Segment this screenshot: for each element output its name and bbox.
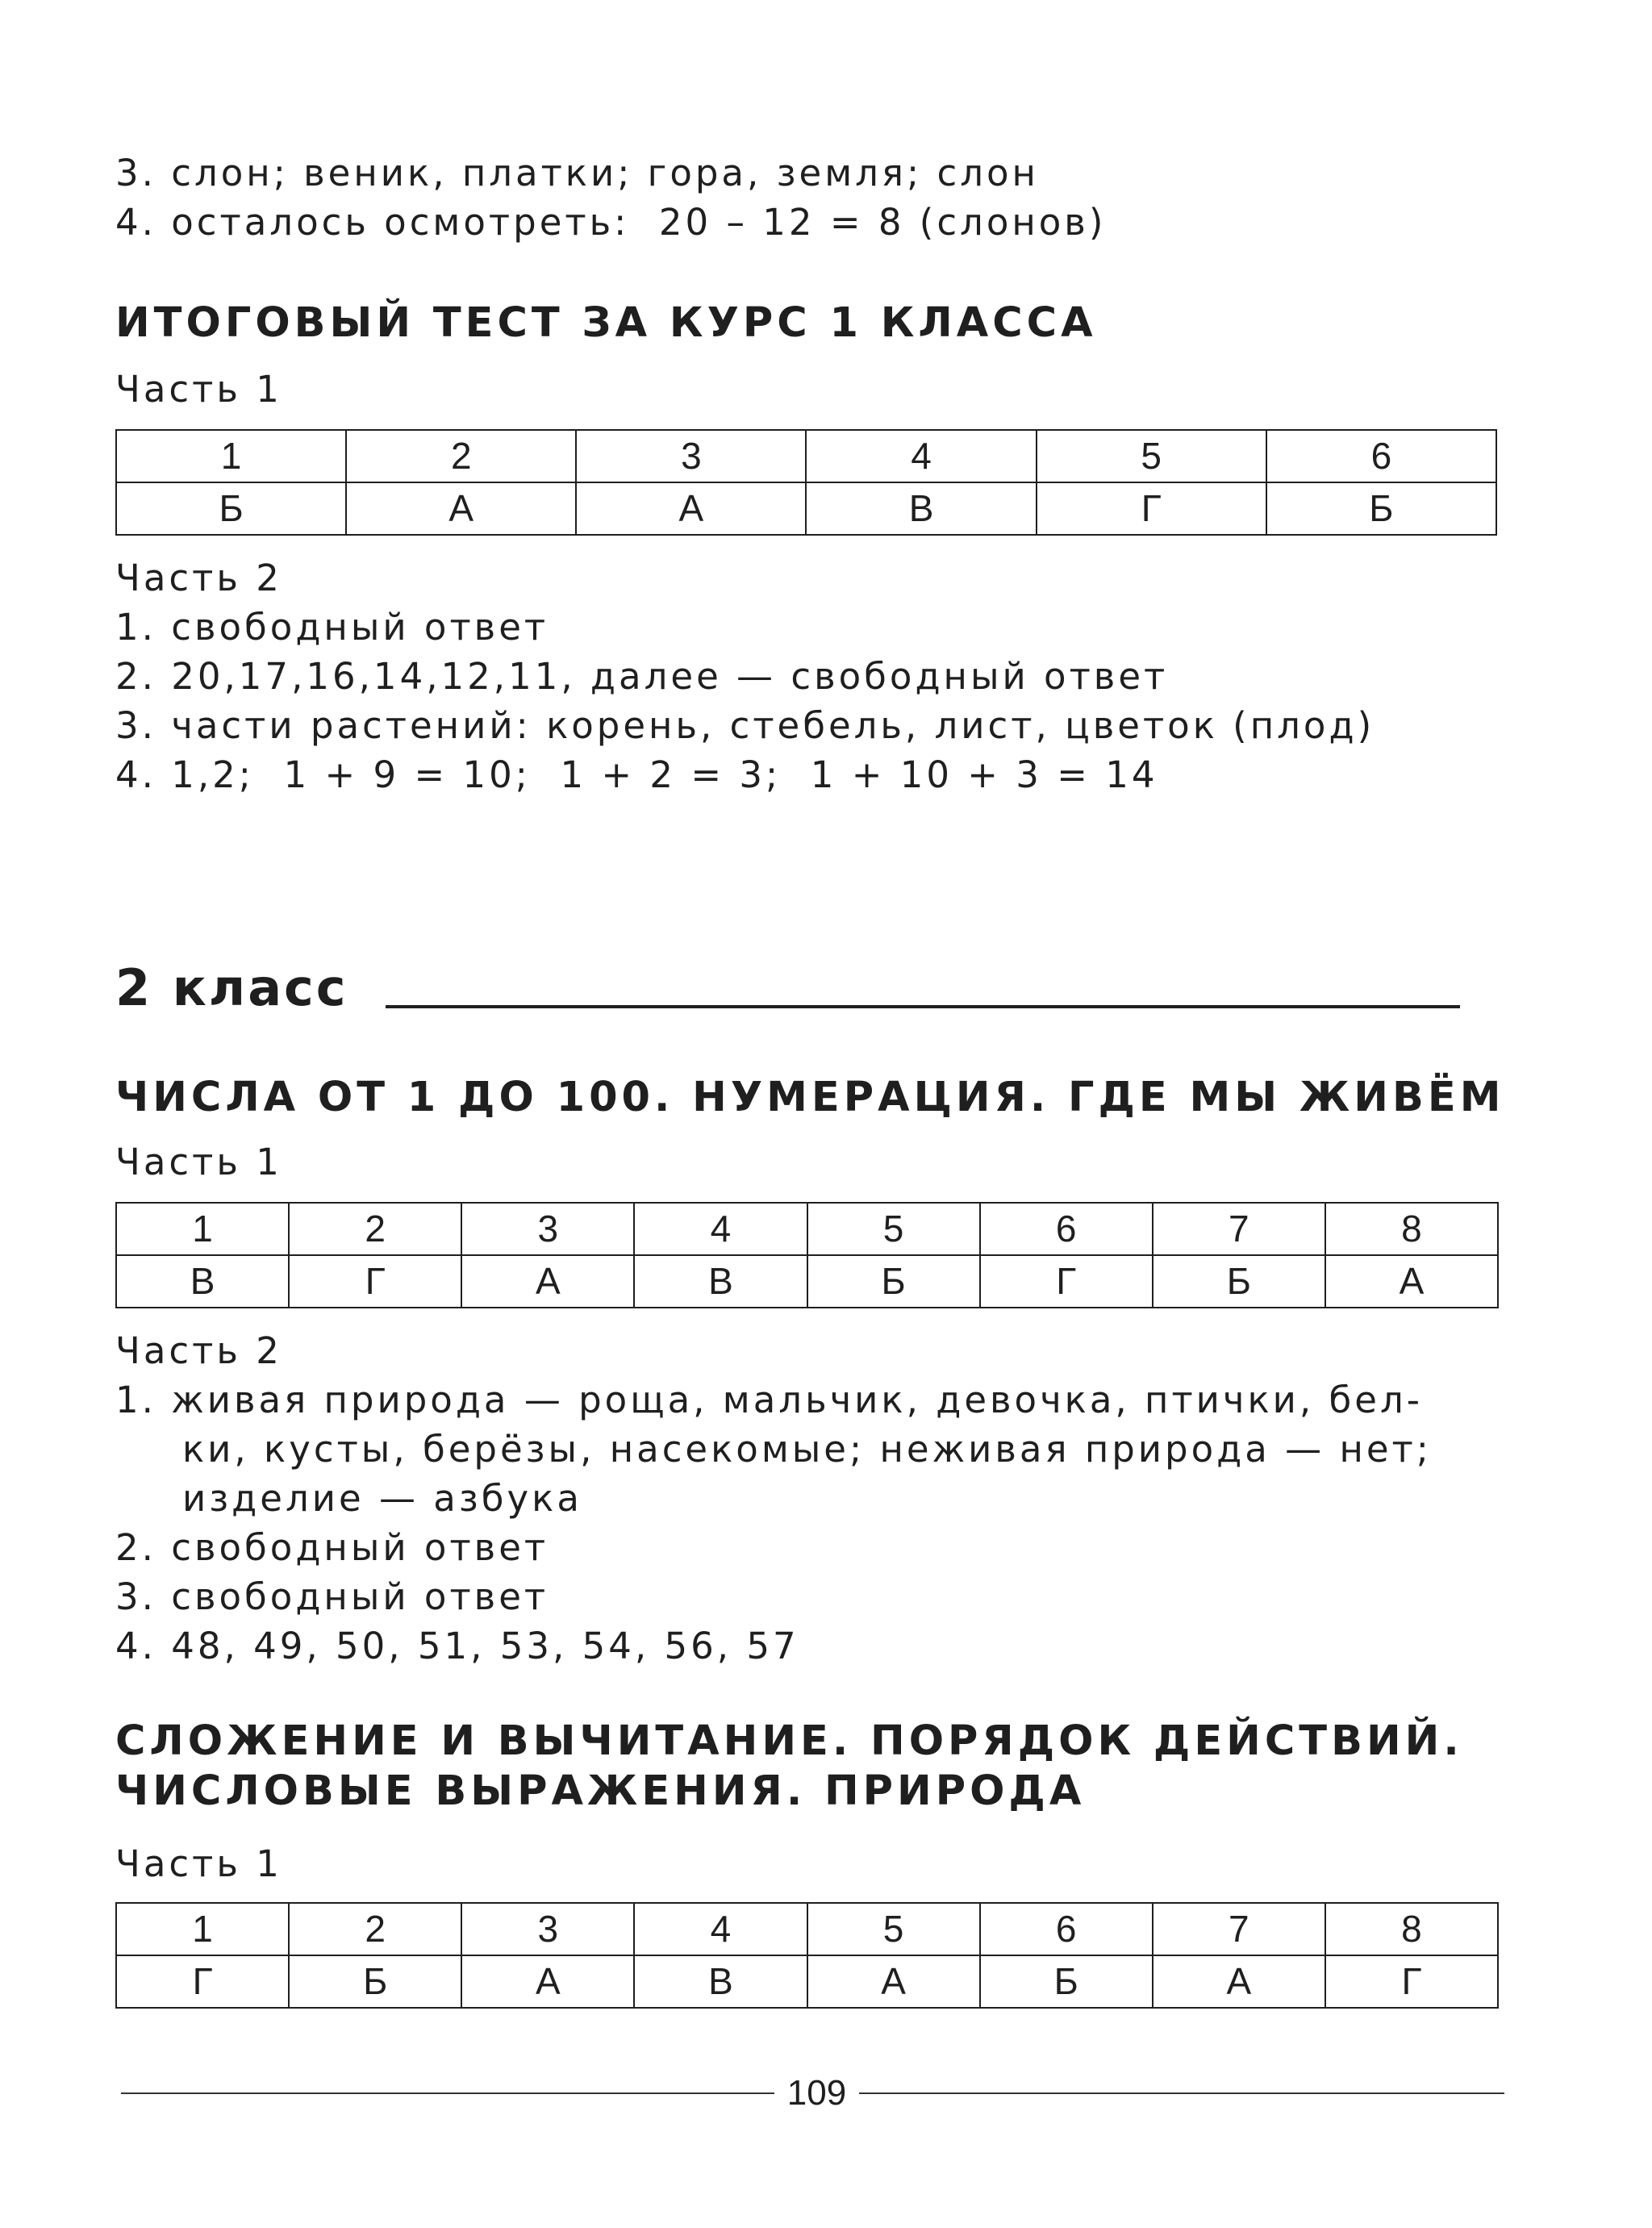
page-footer <box>121 2065 1504 2122</box>
table-cell: 2 <box>289 1203 461 1255</box>
table-cell: 7 <box>1153 1903 1325 1955</box>
table-row-numbers <box>116 430 1496 482</box>
list-item: 1. свободный ответ <box>115 606 549 649</box>
page <box>115 0 1503 2228</box>
table-cell: Г <box>1037 482 1266 535</box>
table-cell: 6 <box>980 1903 1153 1955</box>
table-cell: Б <box>1266 482 1496 535</box>
test1-part2-label: Часть 2 <box>115 557 282 599</box>
footer-rule-left <box>121 2092 774 2094</box>
table-cell: 5 <box>1037 430 1266 482</box>
list-item: 2. свободный ответ <box>115 1526 549 1569</box>
test1-part2-block <box>115 553 1375 799</box>
intro-block <box>115 148 1106 247</box>
test2-title: ЧИСЛА ОТ 1 ДО 100. НУМЕРАЦИЯ. ГДЕ МЫ ЖИВЁМ <box>115 1074 1505 1121</box>
test2-part1-label: Часть 1 <box>115 1141 282 1183</box>
page-number: 109 <box>786 2073 847 2113</box>
table-cell: 8 <box>1325 1203 1498 1255</box>
table-row-numbers <box>116 1203 1498 1255</box>
table-cell: Г <box>980 1255 1153 1308</box>
footer-rule-right <box>859 2092 1504 2094</box>
grade-heading-rule <box>386 1005 1460 1008</box>
table-cell: 3 <box>461 1203 634 1255</box>
table-cell: 2 <box>346 430 576 482</box>
table-cell: 4 <box>634 1203 807 1255</box>
test1-title: ИТОГОВЫЙ ТЕСТ ЗА КУРС 1 КЛАССА <box>115 299 1097 347</box>
test3-title-line: СЛОЖЕНИЕ И ВЫЧИТАНИЕ. ПОРЯДОК ДЕЙСТВИЙ. <box>115 1717 1463 1765</box>
table-row-answers <box>116 1955 1498 2008</box>
table-cell: 1 <box>116 430 346 482</box>
test3-title <box>115 1717 1463 1817</box>
table-cell: Г <box>1325 1955 1498 2008</box>
test2-answer-table <box>115 1202 1499 1308</box>
table-cell: Г <box>289 1255 461 1308</box>
table-cell: А <box>1325 1255 1498 1308</box>
table-cell: 4 <box>806 430 1036 482</box>
table-cell: 1 <box>116 1903 289 1955</box>
table-cell: Г <box>116 1955 289 2008</box>
table-row-answers <box>116 482 1496 535</box>
test3-answer-table <box>115 1902 1499 2009</box>
list-item: 4. 1,2; 1 + 9 = 10; 1 + 2 = 3; 1 + 10 + 3 = 14 <box>115 753 1158 796</box>
table-cell: 1 <box>116 1203 289 1255</box>
table-row-answers <box>116 1255 1498 1308</box>
table-cell: А <box>576 482 806 535</box>
intro-line-3: 3. слон; веник, платки; гора, земля; слон <box>115 152 1039 194</box>
table-cell: 3 <box>461 1903 634 1955</box>
list-item: 4. 48, 49, 50, 51, 53, 54, 56, 57 <box>115 1625 799 1667</box>
list-item: 3. свободный ответ <box>115 1575 549 1618</box>
table-cell: В <box>116 1255 289 1308</box>
table-cell: 8 <box>1325 1903 1498 1955</box>
test1-answer-table <box>115 429 1497 536</box>
test2-part2-label: Часть 2 <box>115 1329 282 1372</box>
grade-heading: 2 класс <box>115 958 348 1017</box>
grade-heading-row <box>115 960 1460 1016</box>
table-cell: Б <box>807 1255 980 1308</box>
table-cell: Б <box>289 1955 461 2008</box>
table-cell: 2 <box>289 1903 461 1955</box>
test3-part1-label: Часть 1 <box>115 1842 282 1885</box>
table-cell: В <box>634 1955 807 2008</box>
table-cell: 4 <box>634 1903 807 1955</box>
list-item: 2. 20,17,16,14,12,11, далее — свободный ответ <box>115 655 1169 698</box>
table-cell: 6 <box>980 1203 1153 1255</box>
table-cell: А <box>346 482 576 535</box>
test1-part1-label: Часть 1 <box>115 368 282 411</box>
table-cell: 6 <box>1266 430 1496 482</box>
list-item-continuation: ки, кусты, берёзы, насекомые; неживая природа — нет; <box>182 1428 1432 1471</box>
table-cell: 7 <box>1153 1203 1325 1255</box>
table-cell: 5 <box>807 1203 980 1255</box>
table-cell: Б <box>116 482 346 535</box>
table-cell: 3 <box>576 430 806 482</box>
table-cell: А <box>461 1255 634 1308</box>
table-cell: А <box>1153 1955 1325 2008</box>
table-cell: 5 <box>807 1903 980 1955</box>
table-cell: В <box>806 482 1036 535</box>
test2-part2-block <box>115 1326 1432 1671</box>
test3-title-line: ЧИСЛОВЫЕ ВЫРАЖЕНИЯ. ПРИРОДА <box>115 1767 1086 1815</box>
intro-line-4: 4. осталось осмотреть: 20 – 12 = 8 (слонов) <box>115 201 1107 244</box>
list-item: 1. живая природа — роща, мальчик, девочка, птички, бел- <box>115 1379 1423 1421</box>
table-cell: А <box>461 1955 634 2008</box>
list-item-continuation: изделие — азбука <box>182 1477 582 1520</box>
table-cell: Б <box>980 1955 1153 2008</box>
table-cell: В <box>634 1255 807 1308</box>
table-cell: А <box>807 1955 980 2008</box>
list-item: 3. части растений: корень, стебель, лист, цветок (плод) <box>115 704 1375 747</box>
table-cell: Б <box>1153 1255 1325 1308</box>
table-row-numbers <box>116 1903 1498 1955</box>
